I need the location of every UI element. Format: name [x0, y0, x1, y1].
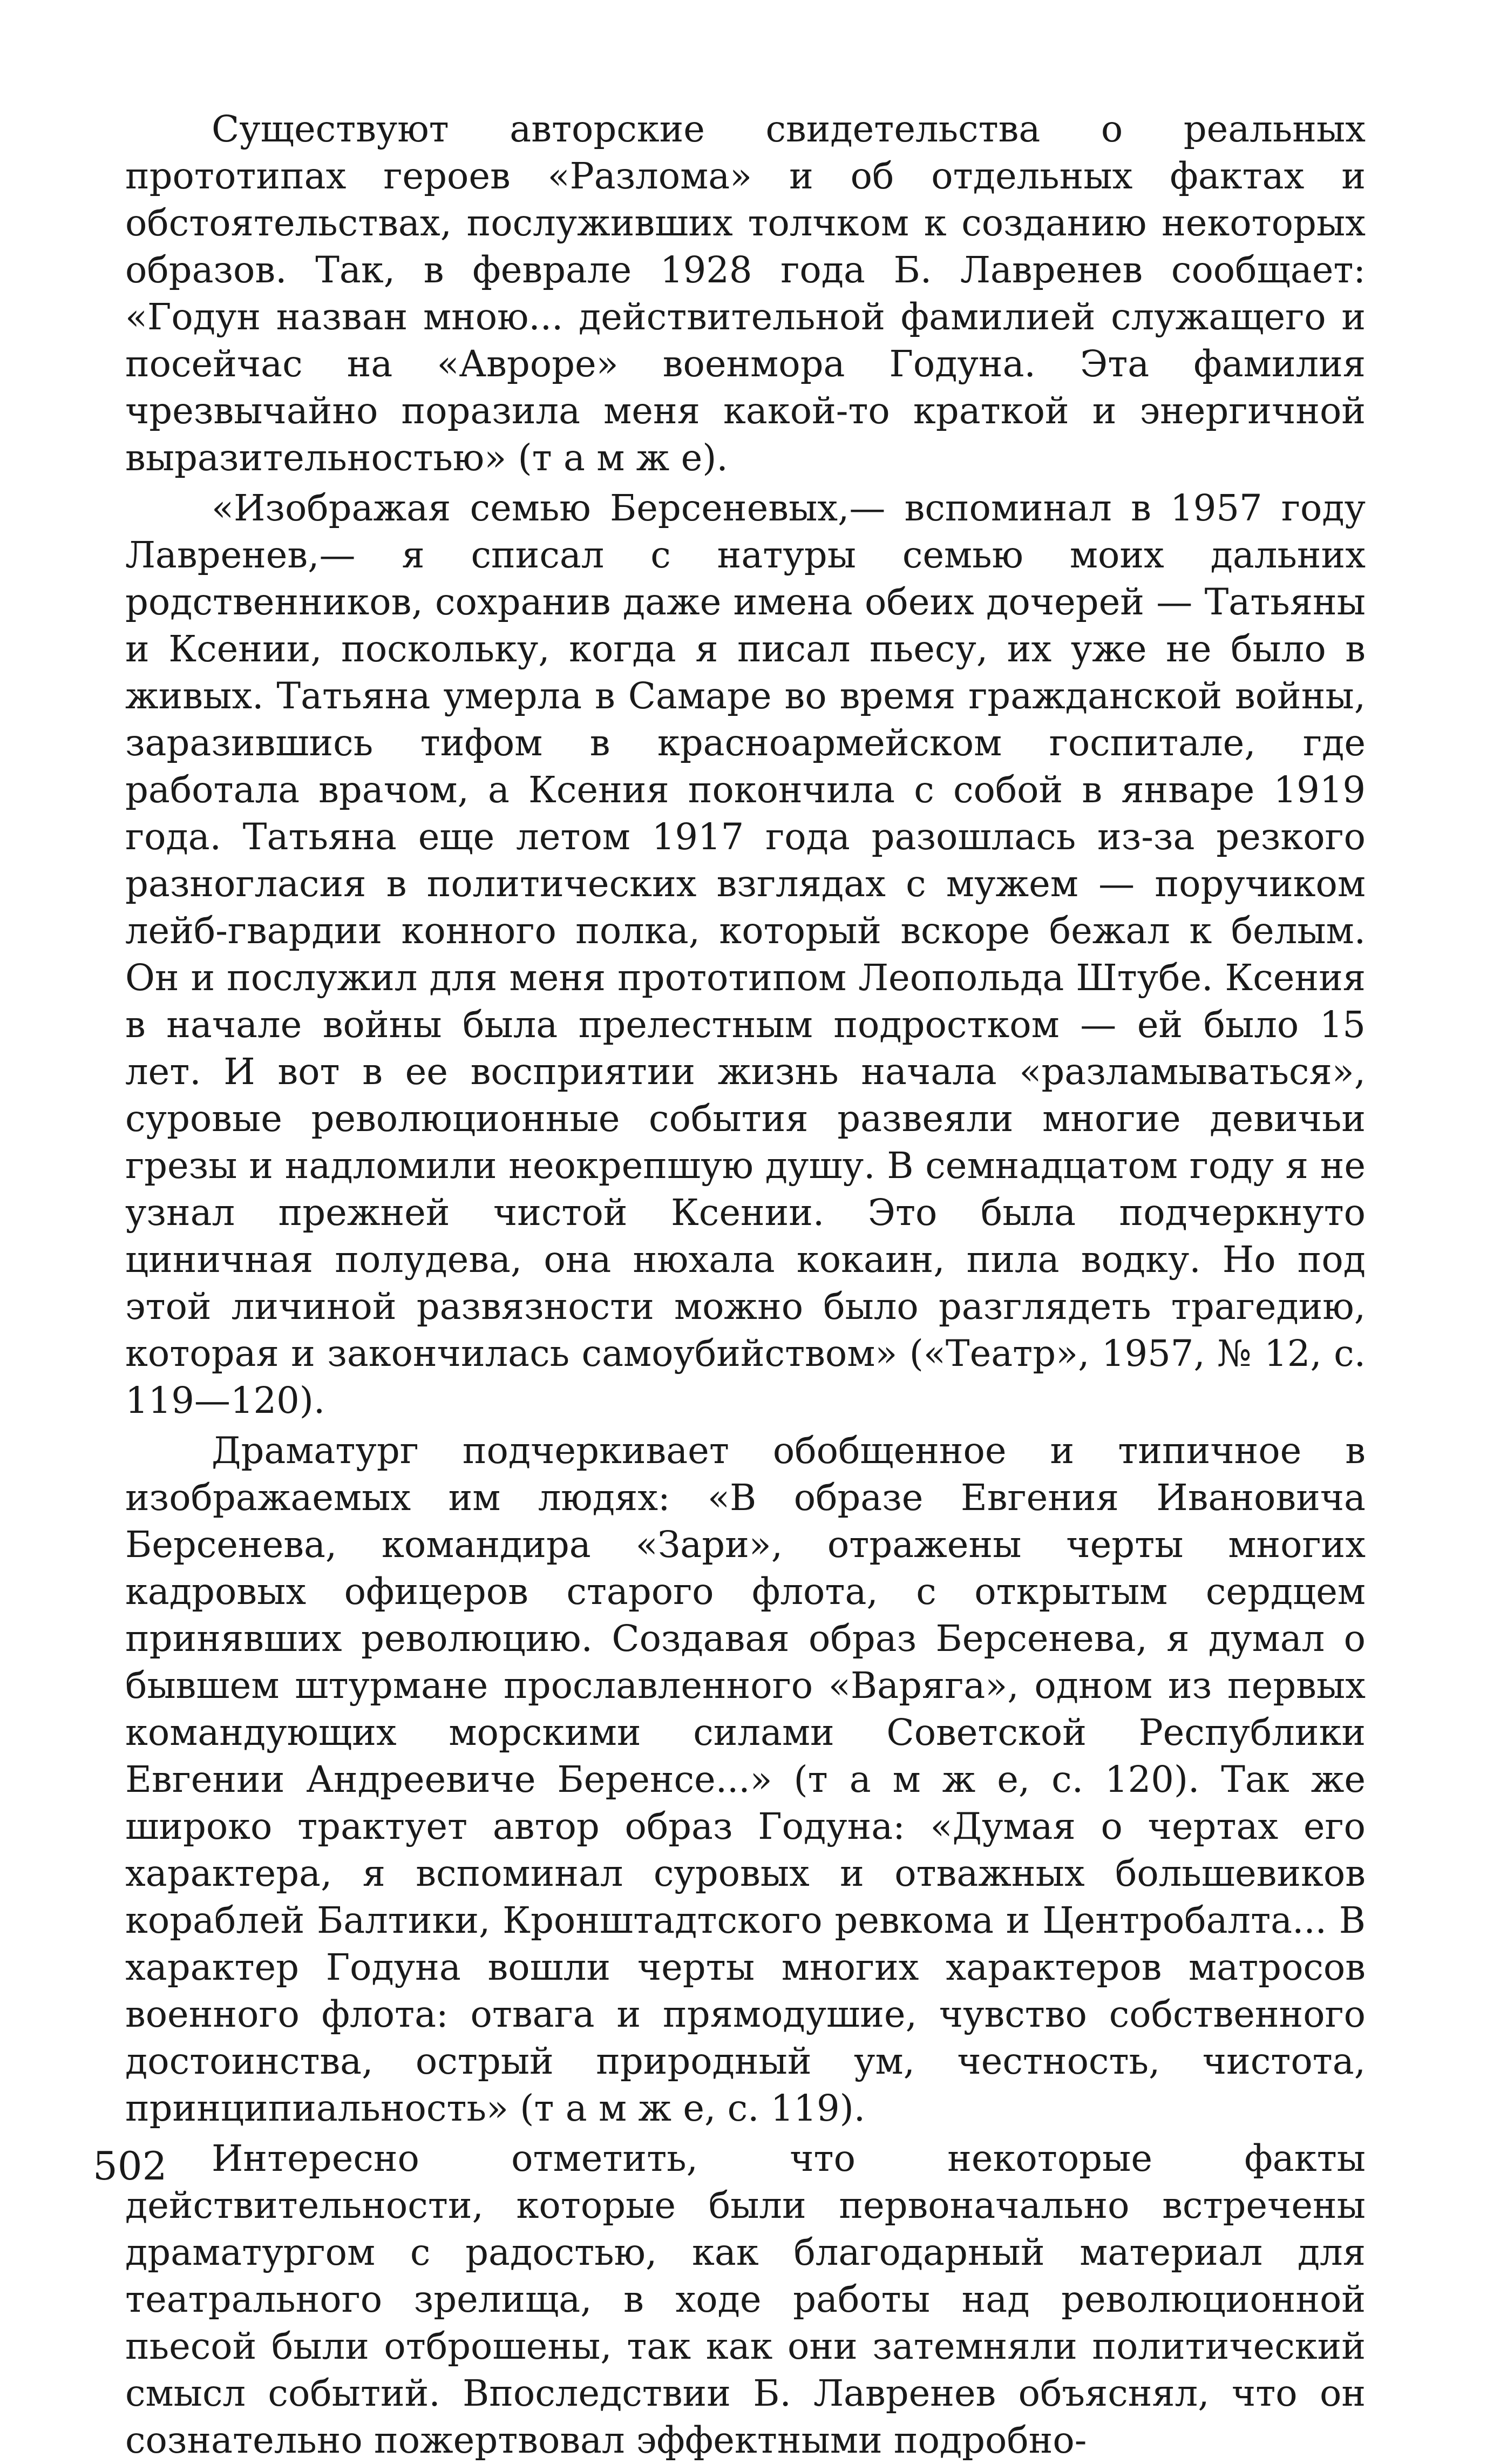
page-number: 502 [93, 2143, 167, 2189]
paragraph-1: Существуют авторские свидетельства о реальных прототипах героев «Разлома» и об отдельных фактах и обстоятельствах, послуживших толчком к созданию некоторых образов. Так, в феврале 1928 года Б. Лавренев сообщает: «Годун назван мною... действительной фамилией служащего и посейчас на «Авроре» военмора Годуна. Эта фамилия чрезвычайно поразила меня какой-то краткой и энергичной выразительностью» (т а м ж е). [125, 108, 1366, 479]
paragraph-2: «Изображая семью Берсеневых,— вспоминал в 1957 году Лавренев,— я списал с натуры семью моих дальних родственников, сохранив даже имена обеих дочерей — Татьяны и Ксении, поскольку, когда я писал пьесу, их уже не было в живых. Татьяна умерла в Самаре во время гражданской войны, заразившись тифом в красноармейском госпитале, где работала врачом, а Ксения покончила с собой в январе 1919 года. Татьяна еще летом 1917 года разошлась из-за резкого разногласия в политических взглядах с мужем — поручиком лейб-гвардии конного полка, который вскоре бежал к белым. Он и послужил для меня прототипом Леопольда Штубе. Ксения в начале войны была прелестным подростком — ей было 15 лет. И вот в ее восприятии жизнь начала «разламываться», суровые революционные события развеяли многие девичьи грезы и надломили неокрепшую душу. В семнадцатом году я не узнал прежней чистой Ксении. Это была подчеркнуто циничная полудева, она нюхала кокаин, пила водку. Но под этой личиной развязности можно было разглядеть трагедию, которая и закончилась самоубийством» («Театр», 1957, № 12, с. 119—120). [125, 487, 1366, 1421]
body-text [125, 106, 1366, 2464]
paragraph-3: Драматург подчеркивает обобщенное и типичное в изображаемых им людях: «В образе Евгения Ивановича Берсенева, командира «Зари», отражены черты многих кадровых офицеров старого флота, с открытым сердцем принявших революцию. Создавая образ Берсенева, я думал о бывшем штурмане прославленного «Варяга», одном из первых командующих морскими силами Советской Республики Евгении Андреевиче Беренсе...» (т а м ж е, с. 120). Так же широко трактует автор образ Годуна: «Думая о чертах его характера, я вспоминал суровых и отважных большевиков кораблей Балтики, Кронштадтского ревкома и Центробалта... В характер Годуна вошли черты многих характеров матросов военного флота: отвага и прямодушие, чувство собственного достоинства, острый природный ум, честность, чистота, принципиальность» (т а м ж е, с. 119). [125, 1430, 1366, 2129]
paragraph-4: Интересно отметить, что некоторые факты действительности, которые были первоначально встречены драматургом с радостью, как благодарный материал для театрального зрелища, в ходе работы над революционной пьесой были отброшены, так как они затемняли политический смысл событий. Впоследствии Б. Лавренев объяснял, что он сознательно пожертвовал эффектными подробно- [125, 2137, 1366, 2461]
